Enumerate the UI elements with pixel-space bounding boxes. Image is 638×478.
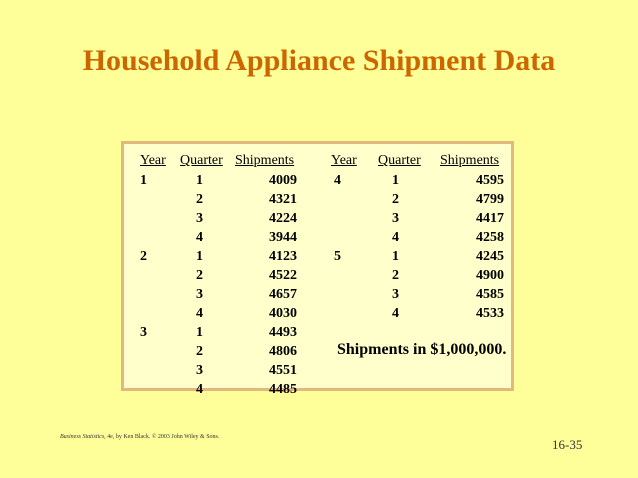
right-shipments-cell: 4258: [476, 230, 504, 245]
page-number: 16-35: [552, 437, 583, 452]
slide-footer: [60, 434, 219, 440]
right-quarter-cell: 4: [392, 230, 399, 245]
left-shipments-cell: 4493: [269, 325, 297, 340]
right-quarter-cell: 2: [392, 192, 399, 207]
left-header-quarter: Quarter: [180, 153, 223, 168]
right-shipments-cell: 4799: [476, 192, 504, 207]
right-year-cell: 4: [334, 173, 341, 188]
left-quarter-cell: 1: [196, 249, 203, 264]
left-shipments-cell: 4657: [269, 287, 297, 302]
right-shipments-cell: 4595: [476, 173, 504, 188]
right-header-shipments: Shipments: [440, 153, 500, 168]
right-shipments-cell: 4245: [476, 249, 504, 264]
left-shipments-cell: 4806: [269, 344, 297, 359]
right-header-year: Year: [331, 153, 357, 168]
left-quarter-cell: 1: [196, 325, 203, 340]
footer-book-title: Business Statistics: [60, 434, 105, 440]
right-quarter-cell: 3: [392, 287, 399, 302]
left-shipments-cell: 3944: [269, 230, 297, 245]
left-quarter-cell: 4: [196, 306, 203, 321]
left-year-cell: 2: [140, 249, 147, 264]
right-header-quarter: Quarter: [378, 153, 421, 168]
right-shipments-cell: 4900: [476, 268, 504, 283]
left-shipments-cell: 4224: [269, 211, 297, 226]
right-quarter-cell: 1: [392, 173, 399, 188]
right-quarter-cell: 1: [392, 249, 399, 264]
left-quarter-cell: 4: [196, 230, 203, 245]
left-year-cell: 3: [140, 325, 147, 340]
footer-credit: , 4e, by Ken Black. © 2003 John Wiley & Sons.: [104, 434, 220, 440]
left-year-cell: 1: [140, 173, 147, 188]
right-shipments-cell: 4585: [476, 287, 504, 302]
left-shipments-cell: 4030: [269, 306, 297, 321]
right-year-cell: 5: [334, 249, 341, 264]
right-quarter-cell: 3: [392, 211, 399, 226]
left-quarter-cell: 4: [196, 382, 203, 397]
left-quarter-cell: 2: [196, 192, 203, 207]
left-quarter-cell: 3: [196, 363, 203, 378]
right-shipments-cell: 4417: [476, 211, 504, 226]
right-quarter-cell: 4: [392, 306, 399, 321]
left-shipments-cell: 4321: [269, 192, 297, 207]
right-quarter-cell: 2: [392, 268, 399, 283]
left-quarter-cell: 3: [196, 211, 203, 226]
left-header-shipments: Shipments: [235, 153, 295, 168]
left-shipments-cell: 4009: [269, 173, 297, 188]
left-quarter-cell: 2: [196, 344, 203, 359]
left-header-year: Year: [140, 153, 166, 168]
left-shipments-cell: 4522: [269, 268, 297, 283]
left-shipments-cell: 4485: [269, 382, 297, 397]
left-shipments-cell: 4123: [269, 249, 297, 264]
left-quarter-cell: 2: [196, 268, 203, 283]
units-note: Shipments in $1,000,000.: [337, 341, 507, 358]
left-shipments-cell: 4551: [269, 363, 297, 378]
left-quarter-cell: 1: [196, 173, 203, 188]
right-shipments-cell: 4533: [476, 306, 504, 321]
slide-title: Household Appliance Shipment Data: [82, 44, 556, 77]
left-quarter-cell: 3: [196, 287, 203, 302]
